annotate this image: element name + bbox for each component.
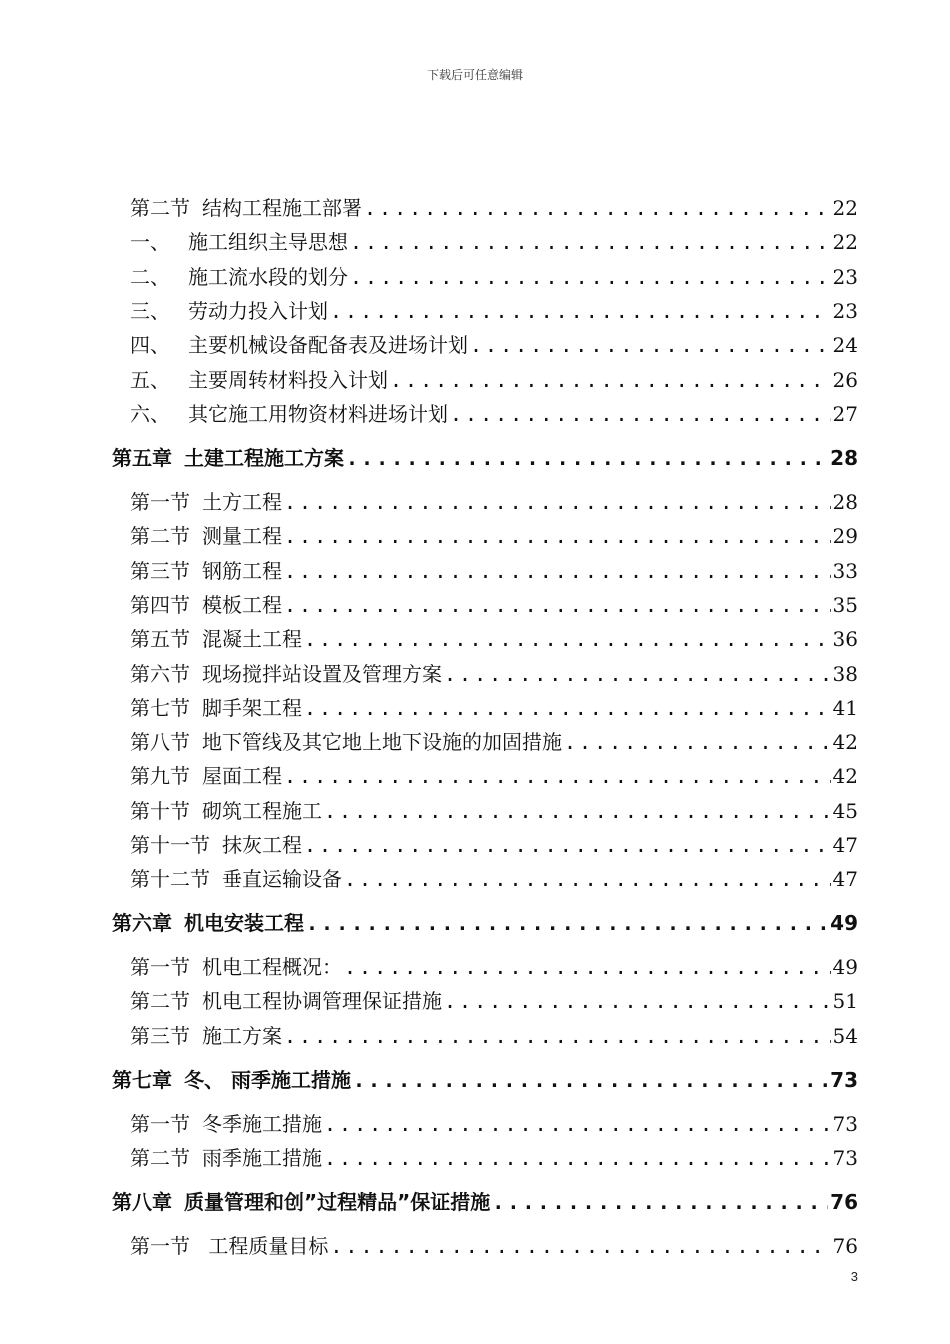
toc-entry-label xyxy=(130,261,348,290)
toc-sub-row[interactable] xyxy=(130,295,858,324)
dot-leader xyxy=(284,490,831,514)
toc-entry-label xyxy=(130,692,302,721)
toc-entry-title: 钢筋工程 xyxy=(202,559,282,583)
toc-entry-number: 第十二节 xyxy=(130,867,210,891)
toc-section-row[interactable] xyxy=(130,692,858,721)
toc-entry-title: 机电工程协调管理保证措施 xyxy=(202,989,442,1013)
toc-entry-number: 一、 xyxy=(130,230,170,254)
toc-entry-title: 主要周转材料投入计划 xyxy=(188,368,388,392)
toc-section-row[interactable] xyxy=(130,760,858,789)
dot-leader xyxy=(564,730,831,754)
toc-entry-label xyxy=(130,398,448,427)
toc-entry-number: 第九节 xyxy=(130,764,190,788)
dot-leader xyxy=(346,446,828,470)
toc-entry-number: 第七节 xyxy=(130,696,190,720)
toc-entry-title: 土方工程 xyxy=(202,490,282,514)
toc-entry-page: 42 xyxy=(832,764,858,788)
toc-entry-label xyxy=(130,985,442,1014)
dot-leader xyxy=(284,524,831,548)
toc-section-row[interactable] xyxy=(130,863,858,892)
toc-entry-page: 54 xyxy=(832,1024,858,1048)
toc-entry-title: 主要机械设备配备表及进场计划 xyxy=(188,333,468,357)
toc-entry-page: 26 xyxy=(832,368,858,392)
toc-entry-page: 36 xyxy=(832,627,858,651)
toc-section-row[interactable] xyxy=(130,486,858,515)
toc-entry-title: 工程质量目标 xyxy=(202,1234,329,1258)
toc-entry-title: 地下管线及其它地上地下设施的加固措施 xyxy=(202,730,562,754)
toc-entry-number: 第二节 xyxy=(130,989,190,1013)
dot-leader xyxy=(364,196,831,220)
toc-entry-label xyxy=(130,520,282,549)
toc-entry-title: 屋面工程 xyxy=(202,764,282,788)
dot-leader xyxy=(324,799,831,823)
toc-entry-page: 27 xyxy=(832,402,858,426)
toc-entry-number: 第一节 xyxy=(130,1112,190,1136)
toc-entry-label xyxy=(130,192,362,221)
toc-entry-label xyxy=(130,829,302,858)
toc-entry-number: 第十一节 xyxy=(130,833,210,857)
toc-entry-title: 施工方案 xyxy=(202,1024,282,1048)
toc-entry-label xyxy=(112,442,344,471)
toc-entry-number: 三、 xyxy=(130,299,170,323)
toc-entry-label xyxy=(130,555,282,584)
toc-entry-page: 76 xyxy=(830,1190,858,1214)
toc-section-row[interactable] xyxy=(130,520,858,549)
dot-leader xyxy=(470,333,831,357)
toc-section-row[interactable] xyxy=(130,951,858,980)
toc-entry-label xyxy=(130,1108,322,1137)
toc-section-row[interactable] xyxy=(130,1142,858,1171)
dot-leader xyxy=(304,696,831,720)
toc-sub-row[interactable] xyxy=(130,226,858,255)
toc-entry-number: 五、 xyxy=(130,368,170,392)
toc-sub-row[interactable] xyxy=(130,329,858,358)
toc-chapter-row[interactable] xyxy=(112,1186,858,1215)
toc-entry-label xyxy=(130,760,282,789)
toc-section-row[interactable] xyxy=(130,658,858,687)
toc-entry-label xyxy=(130,486,282,515)
toc-entry-number: 第一节 xyxy=(130,955,190,979)
dot-leader xyxy=(390,368,831,392)
toc-entry-page: 73 xyxy=(832,1112,858,1136)
toc-sub-row[interactable] xyxy=(130,261,858,290)
dot-leader xyxy=(304,833,831,857)
toc-entry-page: 42 xyxy=(832,730,858,754)
toc-entry-page: 47 xyxy=(832,867,858,891)
toc-entry-title: 劳动力投入计划 xyxy=(188,299,328,323)
toc-entry-title: 砌筑工程施工 xyxy=(202,799,322,823)
toc-entry-page: 24 xyxy=(832,333,858,357)
toc-entry-number: 第八节 xyxy=(130,730,190,754)
toc-entry-title: 施工流水段的划分 xyxy=(188,265,348,289)
toc-entry-page: 28 xyxy=(830,446,858,470)
toc-entry-number: 第三节 xyxy=(130,559,190,583)
toc-entry-page: 51 xyxy=(832,989,858,1013)
dot-leader xyxy=(330,1234,830,1258)
toc-entry-page: 22 xyxy=(832,230,858,254)
dot-leader xyxy=(284,764,831,788)
toc-entry-title: 结构工程施工部署 xyxy=(202,196,362,220)
toc-entry-page: 38 xyxy=(832,662,858,686)
dot-leader xyxy=(324,1112,831,1136)
toc-entry-number: 四、 xyxy=(130,333,170,357)
toc-entry-label xyxy=(130,589,282,618)
toc-entry-title: 冬季施工措施 xyxy=(202,1112,322,1136)
toc-section-row[interactable] xyxy=(130,829,858,858)
toc-entry-title: 施工组织主导思想 xyxy=(188,230,348,254)
toc-entry-page: 33 xyxy=(832,559,858,583)
page-number: 3 xyxy=(850,1269,858,1284)
toc-sub-row[interactable] xyxy=(130,398,858,427)
toc-section-row[interactable] xyxy=(130,985,858,1014)
toc-entry-label xyxy=(112,1186,490,1215)
dot-leader xyxy=(492,1190,828,1214)
toc-entry-page: 76 xyxy=(832,1234,858,1258)
toc-entry-title: 土建工程施工方案 xyxy=(184,446,344,470)
toc-entry-title: 模板工程 xyxy=(202,593,282,617)
toc-sub-row[interactable] xyxy=(130,364,858,393)
dot-leader xyxy=(344,955,831,979)
toc-entry-label xyxy=(130,364,388,393)
toc-entry-title: 机电工程概况： xyxy=(202,955,342,979)
toc-entry-number: 第六章 xyxy=(112,911,172,935)
toc-entry-title: 雨季施工措施 xyxy=(202,1146,322,1170)
toc-entry-page: 73 xyxy=(832,1146,858,1170)
toc-entry-page: 49 xyxy=(832,955,858,979)
toc-section-row[interactable] xyxy=(130,726,858,755)
dot-leader xyxy=(350,265,831,289)
toc-entry-title: 垂直运输设备 xyxy=(222,867,342,891)
toc-entry-page: 49 xyxy=(830,911,858,935)
toc-entry-number: 二、 xyxy=(130,265,170,289)
toc-chapter-row[interactable] xyxy=(112,1064,858,1093)
toc-chapter-row[interactable] xyxy=(112,442,858,471)
toc-entry-label xyxy=(130,226,348,255)
toc-entry-page: 28 xyxy=(832,490,858,514)
toc-section-row[interactable] xyxy=(130,623,858,652)
header-note: 下载后可任意编辑 xyxy=(426,68,523,82)
dot-leader xyxy=(304,627,831,651)
toc-entry-number: 六、 xyxy=(130,402,170,426)
toc-entry-title: 冬、 雨季施工措施 xyxy=(184,1068,351,1092)
toc-entry-number: 第五章 xyxy=(112,446,172,470)
toc-section-row[interactable] xyxy=(130,192,858,221)
toc-entry-label xyxy=(130,951,342,980)
toc-entry-title: 机电安装工程 xyxy=(184,911,304,935)
toc-entry-label xyxy=(130,1230,328,1259)
toc-section-row[interactable] xyxy=(130,1108,858,1137)
toc-entry-label xyxy=(130,1142,322,1171)
toc-entry-number: 第六节 xyxy=(130,662,190,686)
toc-entry-label xyxy=(130,658,442,687)
toc-entry-page: 47 xyxy=(832,833,858,857)
dot-leader xyxy=(344,867,831,891)
toc-entry-number: 第二节 xyxy=(130,196,190,220)
toc-entry-title: 现场搅拌站设置及管理方案 xyxy=(202,662,442,686)
toc-entry-number: 第十节 xyxy=(130,799,190,823)
toc-entry-page: 29 xyxy=(832,524,858,548)
toc-entry-title: 质量管理和创”过程精品”保证措施 xyxy=(184,1190,491,1214)
toc-entry-title: 测量工程 xyxy=(202,524,282,548)
toc-entry-number: 第七章 xyxy=(112,1068,172,1092)
toc-chapter-row[interactable] xyxy=(112,907,858,936)
dot-leader xyxy=(306,911,828,935)
toc-entry-number: 第八章 xyxy=(112,1190,172,1214)
toc-entry-page: 73 xyxy=(830,1068,858,1092)
toc-entry-title: 抹灰工程 xyxy=(222,833,302,857)
toc-entry-page: 45 xyxy=(832,799,858,823)
dot-leader xyxy=(284,1024,831,1048)
toc-entry-label xyxy=(112,1064,351,1093)
toc-entry-label xyxy=(130,726,562,755)
toc-entry-title: 其它施工用物资材料进场计划 xyxy=(188,402,448,426)
dot-leader xyxy=(330,299,831,323)
dot-leader xyxy=(324,1146,831,1170)
dot-leader xyxy=(350,230,831,254)
toc-section-row[interactable] xyxy=(130,1230,858,1259)
dot-leader xyxy=(444,989,831,1013)
toc-entry-label xyxy=(130,863,342,892)
toc-entry-page: 41 xyxy=(832,696,858,720)
toc-section-row[interactable] xyxy=(130,589,858,618)
dot-leader xyxy=(284,593,831,617)
dot-leader xyxy=(353,1068,828,1092)
toc-entry-number: 第二节 xyxy=(130,524,190,548)
toc-section-row[interactable] xyxy=(130,795,858,824)
toc-entry-page: 23 xyxy=(832,299,858,323)
toc-entry-page: 35 xyxy=(832,593,858,617)
toc-entry-page: 22 xyxy=(832,196,858,220)
toc-entry-label xyxy=(130,623,302,652)
toc-entry-title: 混凝土工程 xyxy=(202,627,302,651)
toc-entry-label xyxy=(130,295,328,324)
toc-entry-number: 第五节 xyxy=(130,627,190,651)
dot-leader xyxy=(444,662,831,686)
toc-entry-label xyxy=(112,907,304,936)
toc-entry-number: 第一节 xyxy=(130,1234,190,1258)
dot-leader xyxy=(284,559,831,583)
toc-entry-number: 第三节 xyxy=(130,1024,190,1048)
toc-entry-number: 第四节 xyxy=(130,593,190,617)
toc-entry-number: 第一节 xyxy=(130,490,190,514)
toc-entry-title: 脚手架工程 xyxy=(202,696,302,720)
dot-leader xyxy=(450,402,831,426)
toc-entry-label xyxy=(130,795,322,824)
toc-entry-label xyxy=(130,1020,282,1049)
toc-entry-label xyxy=(130,329,468,358)
toc-entry-number: 第二节 xyxy=(130,1146,190,1170)
toc-section-row[interactable] xyxy=(130,555,858,584)
toc-entry-page: 23 xyxy=(832,265,858,289)
toc-section-row[interactable] xyxy=(130,1020,858,1049)
